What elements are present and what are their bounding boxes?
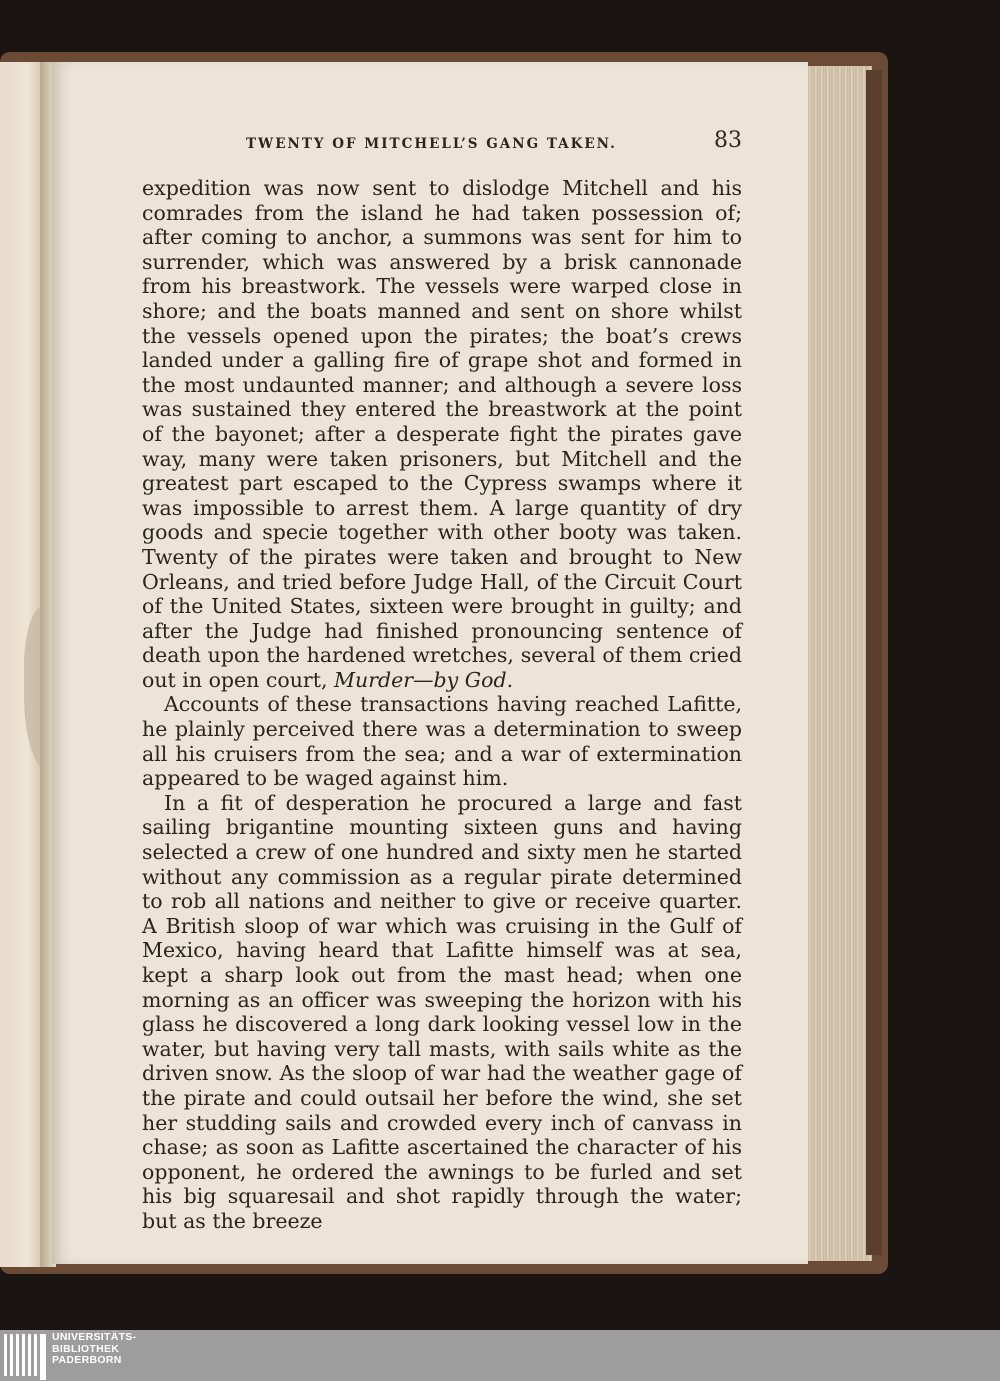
library-logo-icon xyxy=(4,1334,48,1378)
page-header xyxy=(140,128,742,160)
back-cover-edge xyxy=(866,70,882,1255)
logo-line-2: BIBLIOTHEK xyxy=(52,1342,120,1355)
library-footer xyxy=(0,1330,1000,1381)
page-number: 83 xyxy=(714,128,742,153)
logo-line-3: PADERBORN xyxy=(52,1354,122,1366)
paragraph-1 xyxy=(142,176,742,692)
paragraph-text: Accounts of these transactions having reached Lafitte, he plainly perceived there was a determination to sweep all his cruisers from the sea; and a war of extermination appeared to be waged against him. xyxy=(142,692,742,791)
paragraph-2 xyxy=(142,692,742,790)
library-logo-text xyxy=(52,1332,136,1367)
emphasis-text: Murder—by God. xyxy=(334,667,514,692)
paragraph-text: In a fit of desperation he procured a large and fast sailing brigantine mounting sixteen guns and having selected a crew of one hundred and sixty men he started without any commission as a regular pirate determined to rob all nations and neither to give or receive quarter. A British sloop of war which was cruising in the Gulf of Mexico, having heard that Lafitte himself was at sea, kept a sharp look out from the mast head; when one morning as an officer was sweeping the horizon with his glass he discovered a long dark looking vessel low in the water, but having very tall masts, with sails white as the driven snow. As the sloop of war had the weather gage of the pirate and could outsail her before the wind, she set her studding sails and crowded every inch of canvass in chase; as soon as Lafitte ascertained the character of his opponent, he ordered the awnings to be furled and set his big squaresail and shot rapidly through the water; but as the breeze xyxy=(142,790,742,1233)
paragraph-3 xyxy=(142,791,742,1234)
running-head: TWENTY OF MITCHELL’S GANG TAKEN. xyxy=(246,136,617,152)
logo-line-1: UNIVERSITÄTS- xyxy=(52,1331,137,1343)
page-block-edge xyxy=(806,66,872,1261)
paragraph-text: expedition was now sent to dislodge Mitchell and his comrades from the island he had taken possession of; after coming to anchor, a summons was sent for him to surrender, which was answered by a brisk cannonade from his breastwork. The vessels were warped close in shore; and the boats manned and sent on shore whilst the vessels opened upon the pirates; the boat’s crews landed under a galling fire of grape shot and formed in the most undaunted manner; and although a severe loss was sustained they entered the breastwork at the point of the bayonet; after a desperate fight the pirates gave way, many were taken prisoners, but Mitchell and the greatest part escaped to the Cypress swamps where it was impossible to arrest them. A large quantity of dry goods and specie together with other booty was taken. Twenty of the pirates were taken and brought to New Orleans, and tried before Judge Hall, of the Circuit Court of the United States, sixteen were brought in guilty; and after the Judge had finished pronouncing sentence of death upon the hardened wretches, several of them cried out in open court, xyxy=(142,176,742,692)
page-body xyxy=(142,176,742,1234)
